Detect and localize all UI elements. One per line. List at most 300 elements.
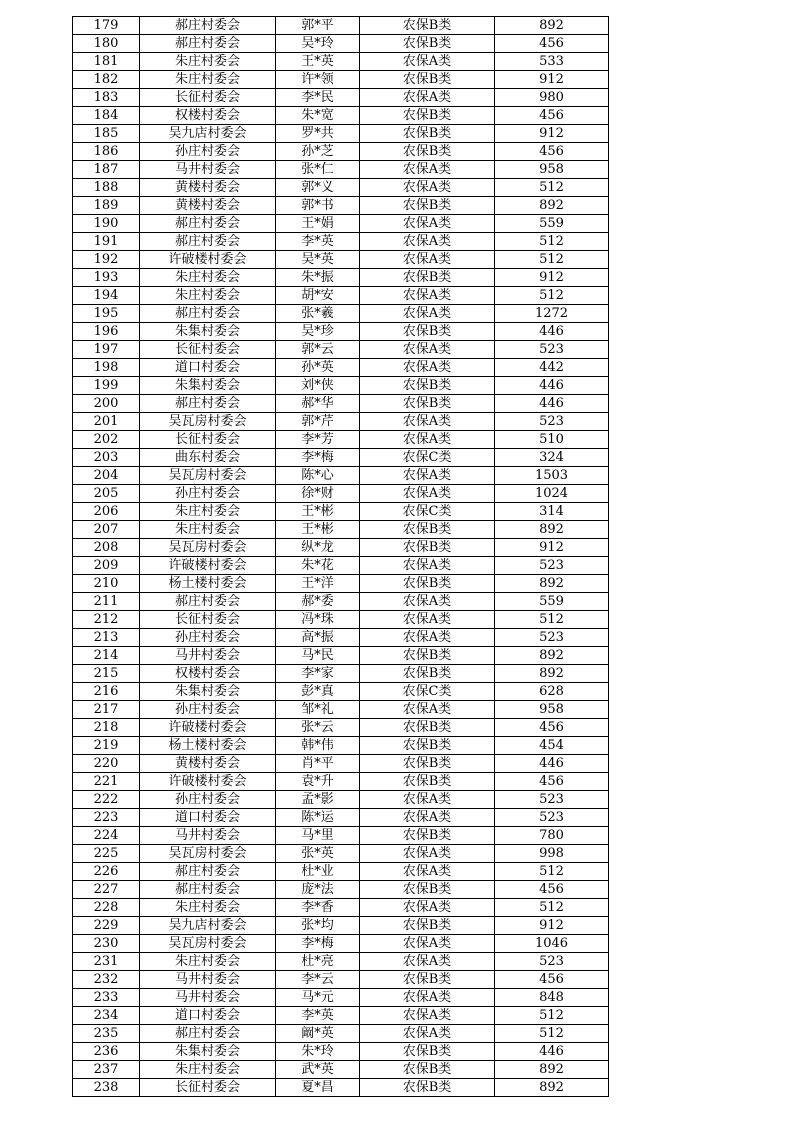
- amount-cell: 958: [495, 161, 609, 179]
- insurance-category-cell: 农保B类: [360, 827, 495, 845]
- table-row: [73, 233, 609, 251]
- table-row: [73, 1025, 609, 1043]
- village-committee-cell: 杨土楼村委会: [140, 737, 276, 755]
- person-name-cell: 张*云: [276, 719, 360, 737]
- village-committee-cell: 马井村委会: [140, 161, 276, 179]
- amount-cell: 512: [495, 899, 609, 917]
- insurance-category-cell: 农保A类: [360, 413, 495, 431]
- village-committee-cell: 长征村委会: [140, 431, 276, 449]
- amount-cell: 523: [495, 557, 609, 575]
- person-name-cell: 王*彬: [276, 521, 360, 539]
- person-name-cell: 陈*运: [276, 809, 360, 827]
- row-number-cell: 216: [73, 683, 140, 701]
- person-name-cell: 杜*业: [276, 863, 360, 881]
- insurance-category-cell: 农保B类: [360, 773, 495, 791]
- insurance-category-cell: 农保B类: [360, 665, 495, 683]
- amount-cell: 456: [495, 773, 609, 791]
- insurance-category-cell: 农保A类: [360, 1025, 495, 1043]
- insurance-category-cell: 农保B类: [360, 197, 495, 215]
- amount-cell: 912: [495, 539, 609, 557]
- amount-cell: 456: [495, 881, 609, 899]
- village-committee-cell: 黄楼村委会: [140, 179, 276, 197]
- row-number-cell: 186: [73, 143, 140, 161]
- village-committee-cell: 吴瓦房村委会: [140, 467, 276, 485]
- row-number-cell: 225: [73, 845, 140, 863]
- amount-cell: 892: [495, 197, 609, 215]
- row-number-cell: 197: [73, 341, 140, 359]
- person-name-cell: 孙*英: [276, 359, 360, 377]
- amount-cell: 523: [495, 953, 609, 971]
- village-committee-cell: 长征村委会: [140, 341, 276, 359]
- insurance-category-cell: 农保B类: [360, 647, 495, 665]
- insurance-category-cell: 农保A类: [360, 935, 495, 953]
- table-row: [73, 1043, 609, 1061]
- row-number-cell: 187: [73, 161, 140, 179]
- row-number-cell: 218: [73, 719, 140, 737]
- person-name-cell: 彭*真: [276, 683, 360, 701]
- table-row: [73, 179, 609, 197]
- row-number-cell: 204: [73, 467, 140, 485]
- village-committee-cell: 朱集村委会: [140, 323, 276, 341]
- row-number-cell: 219: [73, 737, 140, 755]
- amount-cell: 912: [495, 917, 609, 935]
- person-name-cell: 郝*委: [276, 593, 360, 611]
- person-name-cell: 郭*平: [276, 17, 360, 35]
- table-row: [73, 1079, 609, 1097]
- village-committee-cell: 权楼村委会: [140, 665, 276, 683]
- person-name-cell: 李*梅: [276, 449, 360, 467]
- table-row: [73, 125, 609, 143]
- amount-cell: 912: [495, 71, 609, 89]
- village-committee-cell: 朱庄村委会: [140, 1061, 276, 1079]
- amount-cell: 980: [495, 89, 609, 107]
- table-row: [73, 107, 609, 125]
- row-number-cell: 220: [73, 755, 140, 773]
- village-committee-cell: 郝庄村委会: [140, 1025, 276, 1043]
- village-committee-cell: 长征村委会: [140, 611, 276, 629]
- insurance-category-cell: 农保A类: [360, 161, 495, 179]
- village-committee-cell: 马井村委会: [140, 989, 276, 1007]
- table-row: [73, 809, 609, 827]
- insurance-category-cell: 农保B类: [360, 35, 495, 53]
- insurance-category-cell: 农保C类: [360, 683, 495, 701]
- insurance-category-cell: 农保A类: [360, 593, 495, 611]
- row-number-cell: 203: [73, 449, 140, 467]
- person-name-cell: 吴*玲: [276, 35, 360, 53]
- insurance-category-cell: 农保B类: [360, 1061, 495, 1079]
- amount-cell: 892: [495, 575, 609, 593]
- table-row: [73, 413, 609, 431]
- row-number-cell: 184: [73, 107, 140, 125]
- insurance-category-cell: 农保C类: [360, 503, 495, 521]
- amount-cell: 780: [495, 827, 609, 845]
- amount-cell: 446: [495, 1043, 609, 1061]
- amount-cell: 848: [495, 989, 609, 1007]
- village-committee-cell: 吴瓦房村委会: [140, 413, 276, 431]
- table-row: [73, 755, 609, 773]
- insurance-category-cell: 农保B类: [360, 17, 495, 35]
- amount-cell: 512: [495, 287, 609, 305]
- insurance-category-cell: 农保A类: [360, 845, 495, 863]
- row-number-cell: 238: [73, 1079, 140, 1097]
- person-name-cell: 郝*华: [276, 395, 360, 413]
- amount-cell: 446: [495, 377, 609, 395]
- person-name-cell: 罗*共: [276, 125, 360, 143]
- person-name-cell: 武*英: [276, 1061, 360, 1079]
- village-committee-cell: 权楼村委会: [140, 107, 276, 125]
- village-committee-cell: 郝庄村委会: [140, 215, 276, 233]
- person-name-cell: 朱*花: [276, 557, 360, 575]
- table-row: [73, 827, 609, 845]
- insurance-category-cell: 农保A类: [360, 215, 495, 233]
- amount-cell: 559: [495, 593, 609, 611]
- person-name-cell: 马*里: [276, 827, 360, 845]
- person-name-cell: 王*英: [276, 53, 360, 71]
- person-name-cell: 陈*心: [276, 467, 360, 485]
- person-name-cell: 许*领: [276, 71, 360, 89]
- amount-cell: 892: [495, 17, 609, 35]
- village-committee-cell: 朱庄村委会: [140, 53, 276, 71]
- table-row: [73, 71, 609, 89]
- village-committee-cell: 朱集村委会: [140, 1043, 276, 1061]
- person-name-cell: 王*娟: [276, 215, 360, 233]
- village-committee-cell: 马井村委会: [140, 971, 276, 989]
- village-committee-cell: 孙庄村委会: [140, 485, 276, 503]
- person-name-cell: 王*洋: [276, 575, 360, 593]
- table-row: [73, 575, 609, 593]
- table-row: [73, 395, 609, 413]
- amount-cell: 1503: [495, 467, 609, 485]
- insurance-category-cell: 农保A类: [360, 989, 495, 1007]
- village-committee-cell: 吴瓦房村委会: [140, 539, 276, 557]
- insurance-category-cell: 农保B类: [360, 719, 495, 737]
- village-committee-cell: 郝庄村委会: [140, 233, 276, 251]
- person-name-cell: 李*香: [276, 899, 360, 917]
- village-committee-cell: 马井村委会: [140, 647, 276, 665]
- insurance-category-cell: 农保C类: [360, 449, 495, 467]
- amount-cell: 512: [495, 1025, 609, 1043]
- table-row: [73, 89, 609, 107]
- amount-cell: 1046: [495, 935, 609, 953]
- table-row: [73, 377, 609, 395]
- amount-cell: 892: [495, 521, 609, 539]
- table-row: [73, 431, 609, 449]
- row-number-cell: 206: [73, 503, 140, 521]
- insurance-category-cell: 农保B类: [360, 323, 495, 341]
- insurance-category-cell: 农保A类: [360, 359, 495, 377]
- person-name-cell: 王*彬: [276, 503, 360, 521]
- table-row: [73, 773, 609, 791]
- row-number-cell: 200: [73, 395, 140, 413]
- table-row: [73, 701, 609, 719]
- village-committee-cell: 杨土楼村委会: [140, 575, 276, 593]
- amount-cell: 523: [495, 809, 609, 827]
- row-number-cell: 211: [73, 593, 140, 611]
- village-committee-cell: 郝庄村委会: [140, 593, 276, 611]
- amount-cell: 523: [495, 629, 609, 647]
- amount-cell: 523: [495, 413, 609, 431]
- insurance-category-cell: 农保A类: [360, 791, 495, 809]
- insurance-category-cell: 农保B类: [360, 395, 495, 413]
- insurance-category-cell: 农保A类: [360, 899, 495, 917]
- row-number-cell: 205: [73, 485, 140, 503]
- amount-cell: 512: [495, 611, 609, 629]
- row-number-cell: 202: [73, 431, 140, 449]
- table-row: [73, 899, 609, 917]
- amount-cell: 456: [495, 719, 609, 737]
- person-name-cell: 张*羲: [276, 305, 360, 323]
- person-name-cell: 李*英: [276, 233, 360, 251]
- table-row: [73, 269, 609, 287]
- person-name-cell: 高*振: [276, 629, 360, 647]
- village-committee-cell: 马井村委会: [140, 827, 276, 845]
- insurance-category-cell: 农保A类: [360, 431, 495, 449]
- insurance-category-cell: 农保B类: [360, 1079, 495, 1097]
- table-row: [73, 161, 609, 179]
- row-number-cell: 217: [73, 701, 140, 719]
- person-name-cell: 阚*英: [276, 1025, 360, 1043]
- amount-cell: 998: [495, 845, 609, 863]
- table-row: [73, 1061, 609, 1079]
- row-number-cell: 183: [73, 89, 140, 107]
- row-number-cell: 223: [73, 809, 140, 827]
- insurance-category-cell: 农保A类: [360, 1007, 495, 1025]
- person-name-cell: 袁*升: [276, 773, 360, 791]
- insurance-category-cell: 农保A类: [360, 557, 495, 575]
- row-number-cell: 231: [73, 953, 140, 971]
- person-name-cell: 朱*宽: [276, 107, 360, 125]
- village-committee-cell: 道口村委会: [140, 1007, 276, 1025]
- row-number-cell: 189: [73, 197, 140, 215]
- row-number-cell: 208: [73, 539, 140, 557]
- table-row: [73, 665, 609, 683]
- table-row: [73, 539, 609, 557]
- row-number-cell: 196: [73, 323, 140, 341]
- village-committee-cell: 吴瓦房村委会: [140, 845, 276, 863]
- person-name-cell: 韩*伟: [276, 737, 360, 755]
- table-row: [73, 557, 609, 575]
- person-name-cell: 郭*云: [276, 341, 360, 359]
- person-name-cell: 李*英: [276, 1007, 360, 1025]
- amount-cell: 958: [495, 701, 609, 719]
- table-row: [73, 485, 609, 503]
- insurance-category-cell: 农保A类: [360, 53, 495, 71]
- row-number-cell: 221: [73, 773, 140, 791]
- village-committee-cell: 长征村委会: [140, 1079, 276, 1097]
- row-number-cell: 212: [73, 611, 140, 629]
- village-committee-cell: 朱庄村委会: [140, 71, 276, 89]
- row-number-cell: 213: [73, 629, 140, 647]
- table-row: [73, 251, 609, 269]
- row-number-cell: 233: [73, 989, 140, 1007]
- row-number-cell: 229: [73, 917, 140, 935]
- row-number-cell: 193: [73, 269, 140, 287]
- person-name-cell: 朱*玲: [276, 1043, 360, 1061]
- village-committee-cell: 吴瓦房村委会: [140, 935, 276, 953]
- row-number-cell: 199: [73, 377, 140, 395]
- person-name-cell: 郭*芹: [276, 413, 360, 431]
- table-row: [73, 521, 609, 539]
- amount-cell: 456: [495, 971, 609, 989]
- insurance-category-cell: 农保A类: [360, 809, 495, 827]
- village-committee-cell: 孙庄村委会: [140, 629, 276, 647]
- village-committee-cell: 许破楼村委会: [140, 719, 276, 737]
- row-number-cell: 180: [73, 35, 140, 53]
- insurance-category-cell: 农保B类: [360, 737, 495, 755]
- amount-cell: 1024: [495, 485, 609, 503]
- insurance-category-cell: 农保A类: [360, 341, 495, 359]
- insurance-category-cell: 农保A类: [360, 305, 495, 323]
- row-number-cell: 195: [73, 305, 140, 323]
- table-row: [73, 341, 609, 359]
- amount-cell: 512: [495, 179, 609, 197]
- person-name-cell: 郭*书: [276, 197, 360, 215]
- amount-cell: 314: [495, 503, 609, 521]
- row-number-cell: 222: [73, 791, 140, 809]
- amount-cell: 456: [495, 35, 609, 53]
- amount-cell: 512: [495, 233, 609, 251]
- insurance-category-cell: 农保A类: [360, 485, 495, 503]
- person-name-cell: 孟*影: [276, 791, 360, 809]
- person-name-cell: 吴*珍: [276, 323, 360, 341]
- table-row: [73, 971, 609, 989]
- person-name-cell: 郭*义: [276, 179, 360, 197]
- person-name-cell: 庞*法: [276, 881, 360, 899]
- person-name-cell: 李*芳: [276, 431, 360, 449]
- row-number-cell: 188: [73, 179, 140, 197]
- village-committee-cell: 郝庄村委会: [140, 305, 276, 323]
- person-name-cell: 马*民: [276, 647, 360, 665]
- amount-cell: 892: [495, 1079, 609, 1097]
- amount-cell: 324: [495, 449, 609, 467]
- insurance-category-cell: 农保B类: [360, 755, 495, 773]
- village-committee-cell: 孙庄村委会: [140, 143, 276, 161]
- row-number-cell: 230: [73, 935, 140, 953]
- table-row: [73, 215, 609, 233]
- person-name-cell: 杜*亮: [276, 953, 360, 971]
- row-number-cell: 185: [73, 125, 140, 143]
- amount-cell: 912: [495, 125, 609, 143]
- amount-cell: 892: [495, 647, 609, 665]
- village-committee-cell: 郝庄村委会: [140, 17, 276, 35]
- table-row: [73, 449, 609, 467]
- insurance-category-cell: 农保B类: [360, 539, 495, 557]
- table-row: [73, 53, 609, 71]
- person-name-cell: 邹*礼: [276, 701, 360, 719]
- amount-cell: 510: [495, 431, 609, 449]
- table-row: [73, 1007, 609, 1025]
- village-committee-cell: 孙庄村委会: [140, 791, 276, 809]
- amount-cell: 628: [495, 683, 609, 701]
- person-name-cell: 夏*昌: [276, 1079, 360, 1097]
- insurance-category-cell: 农保B类: [360, 521, 495, 539]
- village-committee-cell: 许破楼村委会: [140, 773, 276, 791]
- village-committee-cell: 郝庄村委会: [140, 35, 276, 53]
- amount-cell: 446: [495, 755, 609, 773]
- village-committee-cell: 朱庄村委会: [140, 287, 276, 305]
- row-number-cell: 227: [73, 881, 140, 899]
- row-number-cell: 190: [73, 215, 140, 233]
- table-row: [73, 593, 609, 611]
- row-number-cell: 237: [73, 1061, 140, 1079]
- village-committee-cell: 曲东村委会: [140, 449, 276, 467]
- amount-cell: 446: [495, 395, 609, 413]
- table-row: [73, 305, 609, 323]
- row-number-cell: 214: [73, 647, 140, 665]
- table-row: [73, 863, 609, 881]
- insurance-category-cell: 农保B类: [360, 143, 495, 161]
- amount-cell: 1272: [495, 305, 609, 323]
- row-number-cell: 215: [73, 665, 140, 683]
- insurance-category-cell: 农保A类: [360, 611, 495, 629]
- row-number-cell: 179: [73, 17, 140, 35]
- person-name-cell: 李*梅: [276, 935, 360, 953]
- table-row: [73, 647, 609, 665]
- insurance-category-cell: 农保B类: [360, 71, 495, 89]
- amount-cell: 454: [495, 737, 609, 755]
- table-row: [73, 17, 609, 35]
- table-row: [73, 359, 609, 377]
- person-name-cell: 朱*振: [276, 269, 360, 287]
- table-body: [73, 17, 609, 1097]
- village-committee-cell: 朱庄村委会: [140, 521, 276, 539]
- row-number-cell: 192: [73, 251, 140, 269]
- insurance-category-cell: 农保B类: [360, 125, 495, 143]
- row-number-cell: 235: [73, 1025, 140, 1043]
- insurance-category-cell: 农保B类: [360, 971, 495, 989]
- amount-cell: 912: [495, 269, 609, 287]
- insurance-category-cell: 农保B类: [360, 881, 495, 899]
- village-committee-cell: 吴九店村委会: [140, 125, 276, 143]
- amount-cell: 533: [495, 53, 609, 71]
- person-name-cell: 马*元: [276, 989, 360, 1007]
- row-number-cell: 182: [73, 71, 140, 89]
- insurance-category-cell: 农保A类: [360, 251, 495, 269]
- amount-cell: 512: [495, 1007, 609, 1025]
- insurance-category-cell: 农保B类: [360, 377, 495, 395]
- village-committee-cell: 许破楼村委会: [140, 251, 276, 269]
- amount-cell: 523: [495, 791, 609, 809]
- row-number-cell: 210: [73, 575, 140, 593]
- row-number-cell: 234: [73, 1007, 140, 1025]
- table-row: [73, 323, 609, 341]
- table-row: [73, 287, 609, 305]
- row-number-cell: 228: [73, 899, 140, 917]
- village-committee-cell: 孙庄村委会: [140, 701, 276, 719]
- insurance-category-cell: 农保B类: [360, 269, 495, 287]
- insurance-category-cell: 农保B类: [360, 1043, 495, 1061]
- insurance-category-cell: 农保A类: [360, 953, 495, 971]
- person-name-cell: 徐*财: [276, 485, 360, 503]
- insurance-category-cell: 农保B类: [360, 107, 495, 125]
- row-number-cell: 201: [73, 413, 140, 431]
- table-row: [73, 467, 609, 485]
- village-committee-cell: 许破楼村委会: [140, 557, 276, 575]
- table-row: [73, 719, 609, 737]
- insurance-category-cell: 农保A类: [360, 89, 495, 107]
- table-row: [73, 35, 609, 53]
- table-row: [73, 197, 609, 215]
- table-row: [73, 503, 609, 521]
- village-committee-cell: 朱集村委会: [140, 683, 276, 701]
- person-name-cell: 刘*侠: [276, 377, 360, 395]
- person-name-cell: 李*民: [276, 89, 360, 107]
- amount-cell: 456: [495, 107, 609, 125]
- person-name-cell: 李*家: [276, 665, 360, 683]
- insurance-category-cell: 农保A类: [360, 287, 495, 305]
- table-row: [73, 935, 609, 953]
- row-number-cell: 181: [73, 53, 140, 71]
